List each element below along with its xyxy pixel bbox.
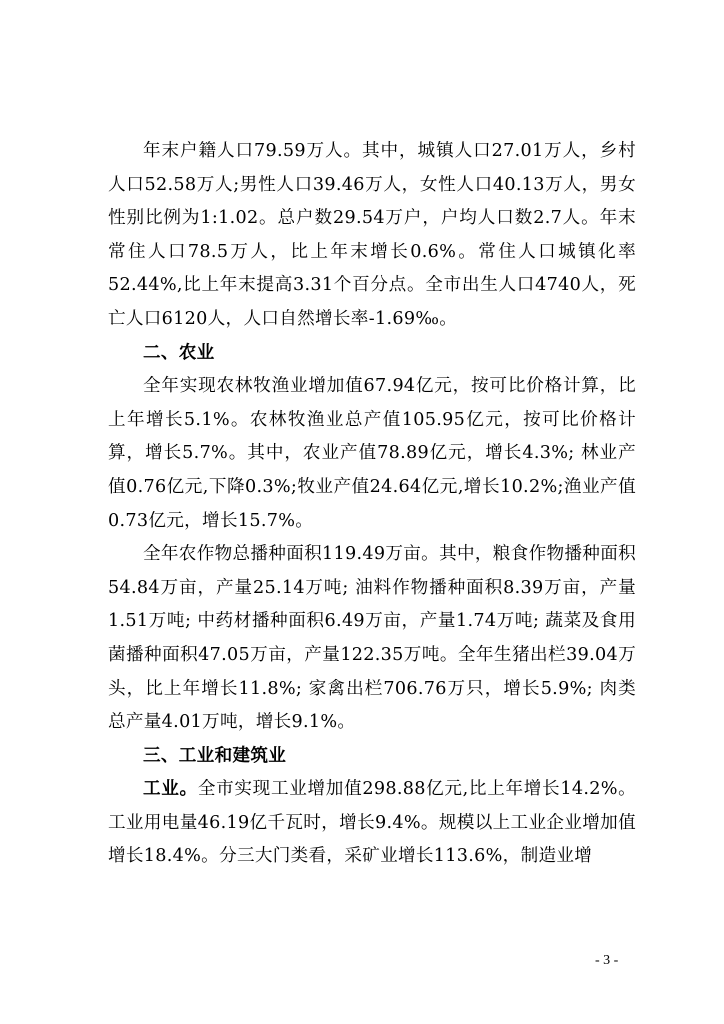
- page-number: - 3 -: [595, 953, 619, 968]
- industry-text: 全市实现工业增加值298.88亿元,比上年增长14.2%。工业用电量46.19亿千瓦时，增长9.4%。规模以上工业企业增加值增长18.4%。分三大门类看，采矿业增长113.6%，制造业增: [108, 779, 636, 867]
- industry-construction-heading: 三、工业和建筑业: [143, 745, 287, 766]
- agriculture-value-paragraph: 全年实现农林牧渔业增加值67.94亿元，按可比价格计算，比上年增长5.1%。农林牧渔业总产值105.95亿元，按可比价格计算，增长5.7%。其中，农业产值78.89亿元，增长4.3%; 林业产值0.76亿元,下降0.3%;牧业产值24.64亿元,增长10.2%;渔业产值0.73亿元，增长15.7%。: [108, 376, 636, 531]
- industry-lead: 工业。: [143, 779, 198, 800]
- population-paragraph: 年末户籍人口79.59万人。其中，城镇人口27.01万人，乡村人口52.58万人;男性人口39.46万人，女性人口40.13万人，男女性别比例为1:1.02。总户数29.54万户，户均人口数2.7人。年末常住人口78.5万人，比上年末增长0.6%。常住人口城镇化率52.44%,比上年末提高3.31个百分点。全市出生人口4740人，死亡人口6120人，人口自然增长率-1.69‰。: [108, 141, 636, 329]
- industry-paragraph: [108, 773, 636, 874]
- crop-livestock-paragraph: 全年农作物总播种面积119.49万亩。其中，粮食作物播种面积54.84万亩，产量25.14万吨; 油料作物播种面积8.39万亩，产量1.51万吨; 中药材播种面积6.49万亩，产量1.74万吨; 蔬菜及食用菌播种面积47.05万亩，产量122.35万吨。全年生猪出栏39.04万头，比上年增长11.8%; 家禽出栏706.76万只，增长5.9%; 肉类总产量4.01万吨，增长9.1%。: [108, 544, 636, 733]
- agriculture-heading: 二、农业: [143, 342, 215, 363]
- document-body: [108, 135, 636, 874]
